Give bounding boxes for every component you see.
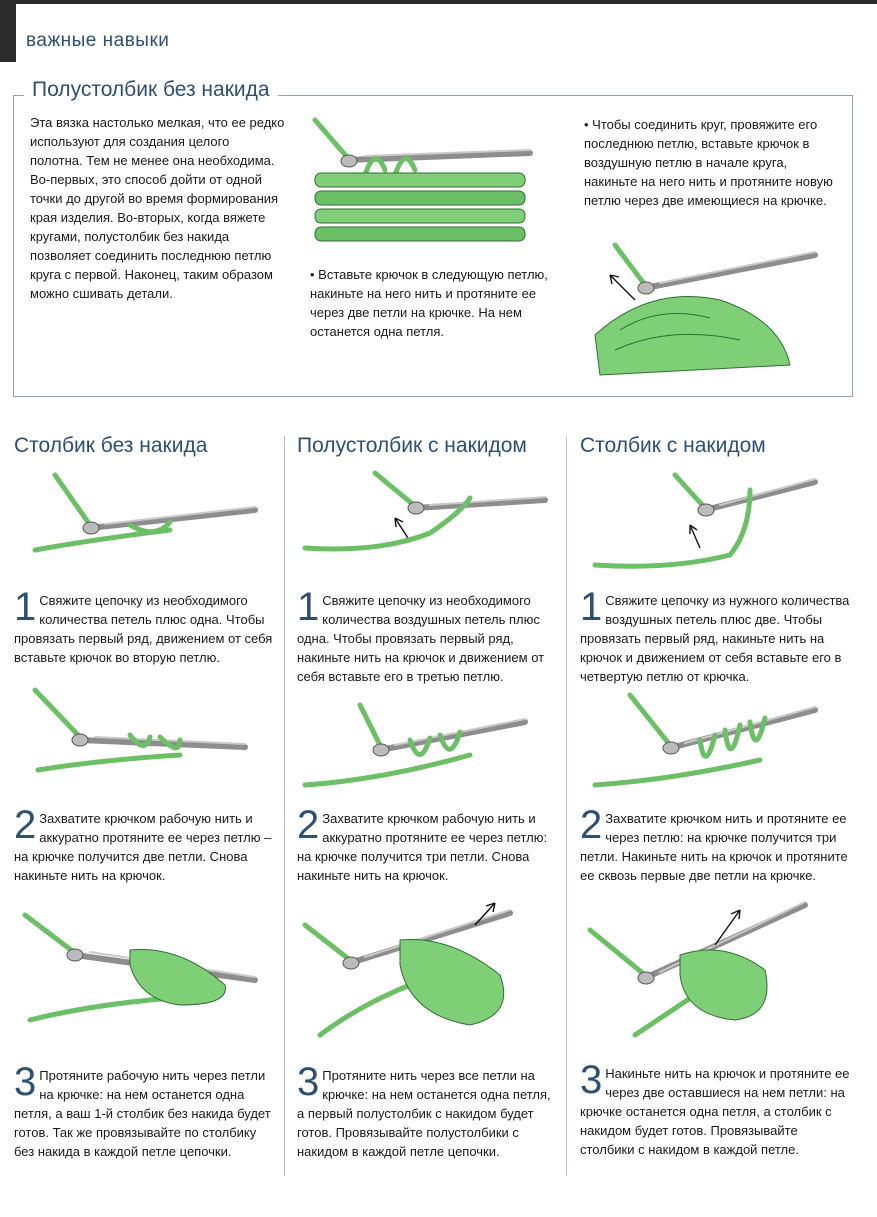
bullet-text-2: • Чтобы соединить круг, провяжите его последнюю петлю, вставьте крючок в воздушную петлю в начале круга, накиньте на него нить и протяните новую петлю через две имеющиеся на крючке. (584, 117, 833, 208)
step-number: 1 (297, 585, 320, 629)
slip-stitch-fabric-illustration (305, 115, 545, 255)
hdc-step1-illustration (300, 468, 550, 568)
bullet-text-1: • Вставьте крючок в следующую петлю, накиньте на него нить и протяните ее через две петли на крючке. На нем останется одна петля. (310, 267, 548, 339)
sc-step3-illustration (20, 905, 270, 1035)
dc-step1-illustration (590, 470, 830, 580)
step-number: 3 (297, 1060, 320, 1104)
column-divider (566, 436, 567, 1176)
sc-step-2 (14, 803, 276, 885)
hdc-step2-illustration (300, 700, 540, 800)
step-text: Накиньте нить на крючок и протяните ее через две оставшиеся на нем петли: на крючке останется одна петля, а столбик с накидом будет готов. Провязывайте столбики с накидом в каждой петле. (580, 1066, 850, 1157)
sc-step-3 (14, 1060, 276, 1161)
hdc-step-1 (297, 585, 559, 686)
step-text: Свяжите цепочку из нужного количества воздушных петель плюс две. Чтобы провязать первый ряд, накиньте нить на крючок и движением от себя вставьте его в четвертую петлю от крючка. (580, 593, 850, 684)
step-number: 1 (14, 585, 37, 629)
step-text: Свяжите цепочку из необходимого количества петель плюс одна. Чтобы провязать первый ряд, движением от себя вставьте крючок во вторую петлю. (14, 593, 273, 665)
intro-text: Эта вязка настолько мелкая, что ее редко используют для создания целого полотна. Тем не менее она необходима. Во-первых, это способ дойти от одной точки до другой во время формирования края изделия. Во-вторых, когда вяжете кругами, полустолбик без накида позволяет соединить последнюю петлю круга с первой. Наконец, таким образом можно сшивать детали. (30, 115, 285, 301)
top-title: Полустолбик без накида (24, 78, 278, 102)
dc-step-3 (580, 1058, 852, 1159)
column-divider (284, 436, 285, 1176)
step-text: Протяните нить через все петли на крючке: на нем останется одна петля, а первый полустолбик с накидом будет готов. Провязывайте полустолбики с накидом в каждой петле цепочки. (297, 1068, 551, 1159)
hdc-step3-illustration (300, 895, 540, 1045)
top-rule (0, 0, 877, 4)
dc-step2-illustration (590, 690, 830, 800)
dc-step-1 (580, 585, 852, 686)
hdc-step-3 (297, 1060, 559, 1161)
column-title-double-crochet: Столбик с накидом (580, 434, 766, 457)
step-text: Захватите крючком рабочую нить и аккуратно протяните ее через петлю – на крючке получится две петли. Снова накиньте нить на крючок. (14, 811, 272, 883)
step-number: 3 (14, 1060, 37, 1104)
sc-step1-illustration (30, 470, 270, 565)
step-number: 2 (297, 803, 320, 847)
hdc-step-2 (297, 803, 559, 885)
sc-step2-illustration (30, 685, 270, 780)
dc-step-2 (580, 803, 852, 885)
step-number: 2 (14, 803, 37, 847)
sc-step-1 (14, 585, 276, 667)
section-marker (0, 4, 16, 62)
join-round-illustration (590, 240, 820, 385)
column-title-single-crochet: Столбик без накида (14, 434, 208, 457)
section-label: важные навыки (26, 30, 170, 51)
step-text: Захватите крючком рабочую нить и аккуратно протяните ее через петлю: на крючке получится три петли. Снова накиньте нить на крючок. (297, 811, 548, 883)
step-text: Протяните рабочую нить через петли на крючке: на нем останется одна петля, а ваш 1-й столбик без накида будет готов. Так же провязывайте по столбику без накида в каждой петле цепочки. (14, 1068, 271, 1159)
step-text: Свяжите цепочку из необходимого количества воздушных петель плюс одна. Чтобы провязать первый ряд, накиньте нить на крючок и движением от себя вставьте его в третью петлю. (297, 593, 545, 684)
step-text: Захватите крючком нить и протяните ее через петлю: на крючке получится три петли. Накиньте нить на крючок и протяните ее сквозь первые две петли на крючке. (580, 811, 848, 883)
step-number: 2 (580, 803, 603, 847)
column-title-half-double-crochet: Полустолбик с накидом (297, 434, 527, 457)
step-number: 1 (580, 585, 603, 629)
step-number: 3 (580, 1058, 603, 1102)
dc-step3-illustration (585, 900, 825, 1045)
